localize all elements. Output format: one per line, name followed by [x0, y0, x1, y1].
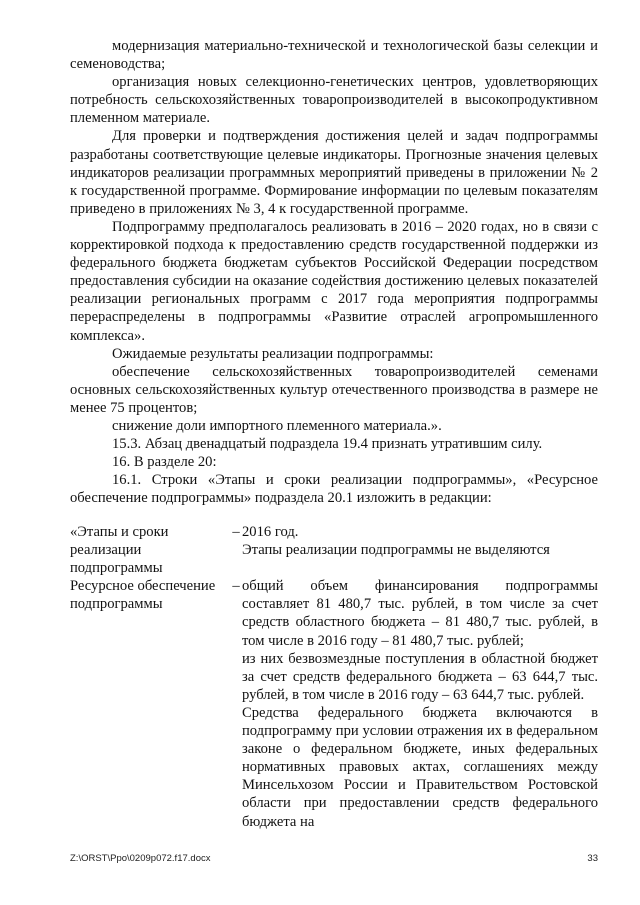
row-content	[242, 577, 598, 830]
row-line: Средства федерального бюджета включаются в подпрограмму при условии отражения их в федеральном законе о федеральном бюджете, иных федеральных нормативных правовых актах, соглашениях между Минсельхозом России и Правительством Ростовской области при предоставлении средств федерального бюджета на	[242, 704, 598, 830]
row-line: общий объем финансирования подпрограммы составляет 81 480,7 тыс. рублей, в том числе за счет средств областного бюджета – 81 480,7 тыс. рублей, в том числе в 2016 году – 81 480,7 тыс. рублей;	[242, 578, 598, 649]
body-text	[70, 37, 598, 507]
paragraph: организация новых селекционно-генетических центров, удовлетворяющих потребность сельскохозяйственных товаропроизводителей в высокопродуктивном племенном материале.	[70, 74, 598, 127]
page-number: 33	[587, 853, 598, 864]
paragraph: Для проверки и подтверждения достижения целей и задач подпрограммы разработаны соответствующие целевые индикаторы. Прогнозные значения целевых индикаторов реализации программных мероприятий приведены в приложении № 2 к государственной программе. Формирование информации по целевым показателям приведено в приложениях № 3, 4 к государственной программе.	[70, 128, 598, 217]
paragraph: Ожидаемые результаты реализации подпрограммы:	[112, 345, 434, 362]
row-dash: –	[232, 524, 240, 540]
paragraph: 16.1. Строки «Этапы и сроки реализации подпрограммы», «Ресурсное обеспечение подпрограммы» подраздела 20.1 изложить в редакции:	[70, 472, 598, 507]
row-content	[242, 523, 598, 577]
row-line: из них безвозмездные поступления в областной бюджет за счет средств федерального бюджета – 63 644,7 тыс. рублей, в том числе в 2016 году – 63 644,7 тыс. рублей.	[242, 650, 598, 703]
row-label: Ресурсное обеспечение подпрограммы	[70, 578, 216, 613]
page-footer	[70, 853, 598, 864]
table-row	[70, 577, 598, 830]
paragraph: 16. В разделе 20:	[112, 454, 217, 471]
paragraph: модернизация материально-технической и технологической базы селекции и семеноводства;	[70, 38, 598, 73]
file-path: Z:\ORST\Ppo\0209p072.f17.docx	[70, 853, 211, 864]
row-label: «Этапы и сроки реализации подпрограммы	[70, 524, 169, 577]
paragraph: Подпрограмму предполагалось реализовать в 2016 – 2020 годах, но в связи с корректировкой подхода к предоставлению средств государственной поддержки из федерального бюджета бюджетам субъектов Российской Федерации посредством предоставления субсидии на оказание содействия достижению целевых показателей реализации региональных программ с 2017 года мероприятия подпрограммы перераспределены в подпрограммы «Развитие отраслей агропромышленного комплекса».	[70, 218, 598, 344]
row-line: 2016 год.	[242, 524, 299, 540]
table-row	[70, 523, 598, 577]
paragraph: обеспечение сельскохозяйственных товаропроизводителей семенами основных сельскохозяйственных культур отечественного производства в размере не менее 75 процентов;	[70, 363, 598, 416]
subprogram-table	[70, 523, 598, 831]
paragraph: 15.3. Абзац двенадцатый подраздела 19.4 признать утратившим силу.	[112, 436, 543, 453]
row-line: Этапы реализации подпрограммы не выделяются	[242, 542, 550, 559]
row-dash: –	[232, 578, 240, 595]
paragraph: снижение доли импортного племенного материала.».	[112, 417, 442, 434]
